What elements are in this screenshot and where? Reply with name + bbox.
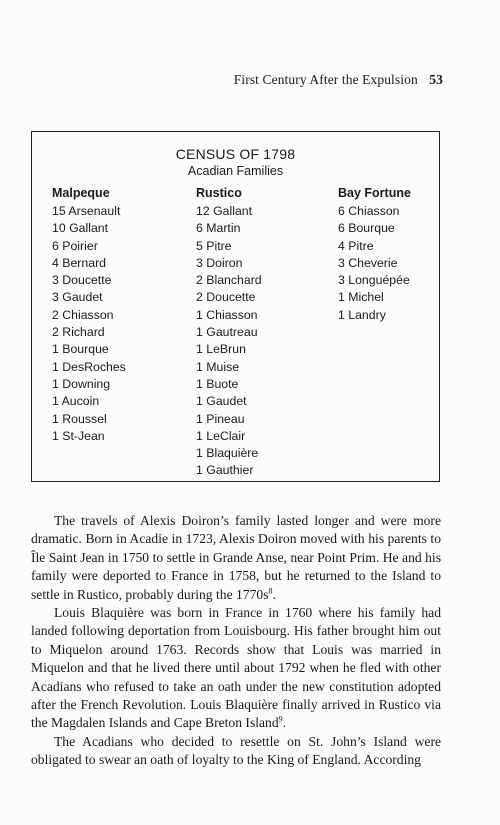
page-number: 53 [429,72,443,87]
family-entry: 1 LeClair [196,428,246,443]
family-entry: 1 Michel [338,290,384,305]
paragraph-end: . [282,715,287,731]
family-entry: 4 Bernard [52,255,107,270]
family-entry: 3 Doiron [196,255,243,270]
family-entry: 1 Downing [52,376,111,391]
paragraph-text: The Acadians who decided to resettle on St. John’s Island were obligated to swear an oath of loyalty to the King of England. According [31,733,441,768]
family-entry: 3 Cheverie [338,255,398,270]
family-entry: 1 Pineau [196,411,245,426]
paragraph-text: Louis Blaquière was born in France in 1760 where his family had landed following deportation from Louisbourg. His father brought him out to Miquelon around 1763. Records show that Louis was married in Miquelon and that he lived there until about 1792 when he fled with other Acadians who refused to take an oath under the new constitution adopted after the French Revolution. Louis Blaquière finally arrived in Rustico via the Magdalen Islands and Cape Breton Island [31,605,441,731]
family-entry: 3 Doucette [52,273,112,288]
running-title: First Century After the Expulsion [233,72,418,87]
paragraph [31,733,441,770]
family-entry: 1 Buote [196,376,239,391]
family-entry: 6 Bourque [338,221,395,236]
census-subtitle: Acadian Families [187,164,284,178]
paragraph-text: The travels of Alexis Doiron’s family lasted longer and were more dramatic. Born in Acadie in 1723, Alexis Doiron moved with his parents to Île Saint Jean in 1750 to settle in Grande Anse, near Point Prim. He and his family were deported to France in 1758, but he returned to the Island to settle in Rustico, probably during the 1770s [31,513,441,602]
family-entry: 6 Chiasson [338,204,400,218]
paragraph [31,604,441,733]
family-entry: 1 DesRoches [52,359,126,374]
column-bay-fortune [338,184,411,324]
family-entry: 1 LeBrun [196,342,246,357]
body-text [31,512,441,770]
column-rustico [196,184,262,480]
family-list [52,203,126,445]
column-heading: Bay Fortune [338,186,411,200]
family-entry: 5 Pitre [196,238,232,253]
family-entry: 1 Landry [338,307,386,322]
family-entry: 1 Roussel [52,411,107,426]
family-entry: 6 Poirier [52,238,98,253]
paragraph-end: . [272,586,276,602]
family-entry: 2 Blanchard [196,273,262,288]
family-entry: 2 Chiasson [52,307,114,322]
family-entry: 1 Blaquière [196,446,259,461]
family-entry: 4 Pitre [338,238,374,253]
family-entry: 1 St-Jean [52,428,105,443]
family-entry: 15 Arsenault [52,204,121,218]
family-entry: 1 Bourque [52,342,109,357]
footnote-ref: 8 [268,586,273,596]
family-entry: 1 Muise [196,359,240,374]
paragraph [31,512,441,604]
column-malpeque [52,184,126,445]
family-entry: 3 Longuépée [338,273,410,288]
family-list [338,203,411,324]
family-entry: 1 Chiasson [196,307,258,322]
family-entry: 1 Aucoin [52,394,100,409]
column-heading: Rustico [196,186,242,200]
family-entry: 2 Richard [52,325,105,340]
family-entry: 12 Gallant [196,204,253,218]
family-entry: 3 Gaudet [52,290,103,305]
family-entry: 6 Martin [196,221,241,236]
family-entry: 2 Doucette [196,290,256,305]
family-list [196,203,262,480]
family-entry: 1 Gautreau [196,325,258,340]
running-head [234,72,443,88]
family-entry: 10 Gallant [52,221,109,236]
family-entry: 1 Gauthier [196,463,254,478]
census-table [31,131,440,482]
footnote-ref: 9 [278,714,283,724]
family-entry: 1 Gaudet [196,394,247,409]
census-title: CENSUS OF 1798 [175,146,296,162]
column-heading: Malpeque [52,186,110,200]
